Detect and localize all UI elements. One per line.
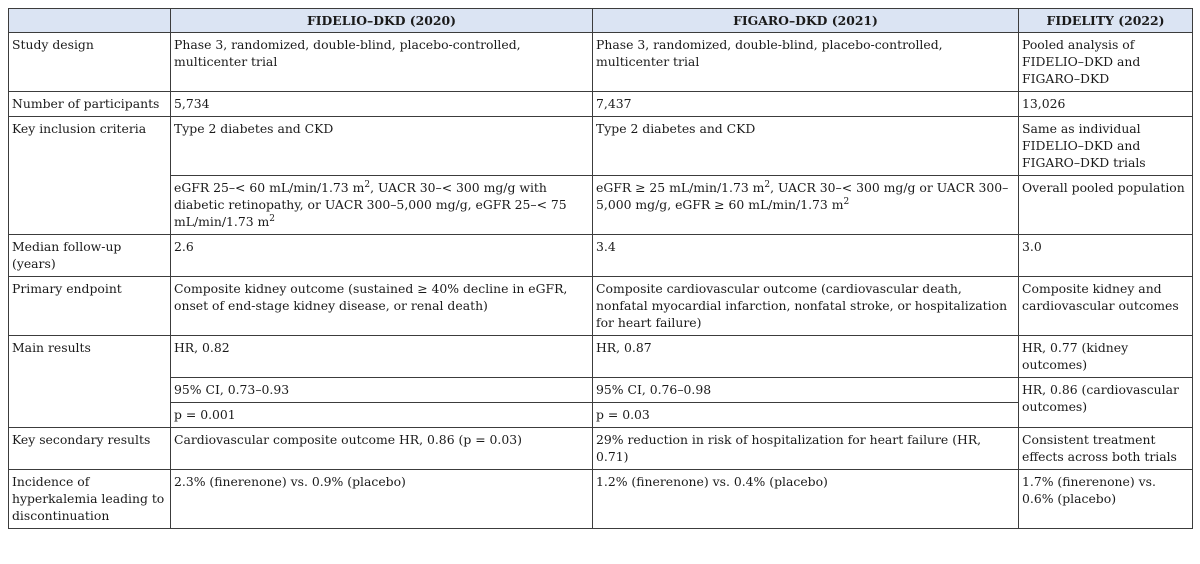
cell-fidelity: Consistent treatment effects across both trials (1019, 428, 1193, 470)
header-row (9, 9, 1193, 33)
cell-fidelity: Composite kidney and cardiovascular outcomes (1019, 277, 1193, 336)
cell-fidelity: Same as individual FIDELIO–DKD and FIGARO–DKD trials (1019, 117, 1193, 176)
trial-comparison-table (8, 8, 1193, 529)
cell-fidelio: 95% CI, 0.73–0.93 (171, 378, 593, 403)
cell-fidelity: 3.0 (1019, 235, 1193, 277)
cell-fidelio: HR, 0.82 (171, 336, 593, 378)
header-fidelio: FIDELIO–DKD (2020) (171, 9, 593, 33)
text-part: , UACR 30–< 300 mg/g with diabetic retinopathy, or UACR 300–5,000 mg/g, eGFR 25–< 75 mL/min/1.73 m (174, 180, 567, 229)
text-part: eGFR 25–< 60 mL/min/1.73 m (174, 180, 365, 195)
row-main-results-ci (9, 378, 1193, 403)
cell-figaro: 29% reduction in risk of hospitalization for heart failure (HR, 0.71) (593, 428, 1019, 470)
cell-fidelio: Composite kidney outcome (sustained ≥ 40% decline in eGFR, onset of end-stage kidney disease, or renal death) (171, 277, 593, 336)
row-primary-endpoint (9, 277, 1193, 336)
cell-fidelity: HR, 0.77 (kidney outcomes) (1019, 336, 1193, 378)
cell-figaro: Type 2 diabetes and CKD (593, 117, 1019, 176)
cell-figaro: Composite cardiovascular outcome (cardiovascular death, nonfatal myocardial infarction, nonfatal stroke, or hospitalization for heart failure) (593, 277, 1019, 336)
cell-fidelity: 1.7% (finerenone) vs. 0.6% (placebo) (1019, 470, 1193, 529)
header-fidelity: FIDELITY (2022) (1019, 9, 1193, 33)
row-label: Median follow-up (years) (9, 235, 171, 277)
cell-fidelio: Phase 3, randomized, double-blind, placebo-controlled, multicenter trial (171, 33, 593, 92)
row-label: Key inclusion criteria (9, 117, 171, 235)
row-participants (9, 92, 1193, 117)
text-part: , UACR 30–< 300 mg/g or UACR 300–5,000 mg/g, eGFR ≥ 60 mL/min/1.73 m (596, 180, 1009, 212)
header-figaro: FIGARO–DKD (2021) (593, 9, 1019, 33)
superscript: 2 (364, 179, 371, 190)
row-label: Key secondary results (9, 428, 171, 470)
row-label: Number of participants (9, 92, 171, 117)
cell-fidelity: Overall pooled population (1019, 176, 1193, 235)
cell-figaro-egfr (593, 176, 1019, 235)
row-followup (9, 235, 1193, 277)
cell-figaro: 7,437 (593, 92, 1019, 117)
row-label: Primary endpoint (9, 277, 171, 336)
row-label: Main results (9, 336, 171, 428)
cell-figaro: Phase 3, randomized, double-blind, placebo-controlled, multicenter trial (593, 33, 1019, 92)
cell-fidelity: 13,026 (1019, 92, 1193, 117)
text-part: eGFR ≥ 25 mL/min/1.73 m (596, 180, 765, 195)
cell-fidelio: Cardiovascular composite outcome HR, 0.86 (p = 0.03) (171, 428, 593, 470)
cell-figaro: 3.4 (593, 235, 1019, 277)
header-corner (9, 9, 171, 33)
cell-fidelio: Type 2 diabetes and CKD (171, 117, 593, 176)
cell-fidelio: 2.6 (171, 235, 593, 277)
superscript: 2 (764, 179, 771, 190)
row-label: Study design (9, 33, 171, 92)
cell-figaro: p = 0.03 (593, 403, 1019, 428)
cell-figaro: HR, 0.87 (593, 336, 1019, 378)
row-main-results-hr (9, 336, 1193, 378)
row-secondary-results (9, 428, 1193, 470)
cell-fidelio: 5,734 (171, 92, 593, 117)
row-inclusion-2 (9, 176, 1193, 235)
cell-figaro: 1.2% (finerenone) vs. 0.4% (placebo) (593, 470, 1019, 529)
row-inclusion-1 (9, 117, 1193, 176)
cell-figaro: 95% CI, 0.76–0.98 (593, 378, 1019, 403)
superscript: 2 (269, 213, 276, 224)
row-label: Incidence of hyperkalemia leading to discontinuation (9, 470, 171, 529)
cell-fidelio: 2.3% (finerenone) vs. 0.9% (placebo) (171, 470, 593, 529)
cell-fidelio-egfr (171, 176, 593, 235)
cell-fidelio: p = 0.001 (171, 403, 593, 428)
superscript: 2 (843, 196, 850, 207)
row-main-results-p (9, 403, 1193, 428)
cell-fidelity: HR, 0.86 (cardiovascular outcomes) (1019, 378, 1193, 428)
comparison-table-container (8, 8, 1193, 529)
cell-fidelity: Pooled analysis of FIDELIO–DKD and FIGARO–DKD (1019, 33, 1193, 92)
row-hyperkalemia (9, 470, 1193, 529)
row-study-design (9, 33, 1193, 92)
